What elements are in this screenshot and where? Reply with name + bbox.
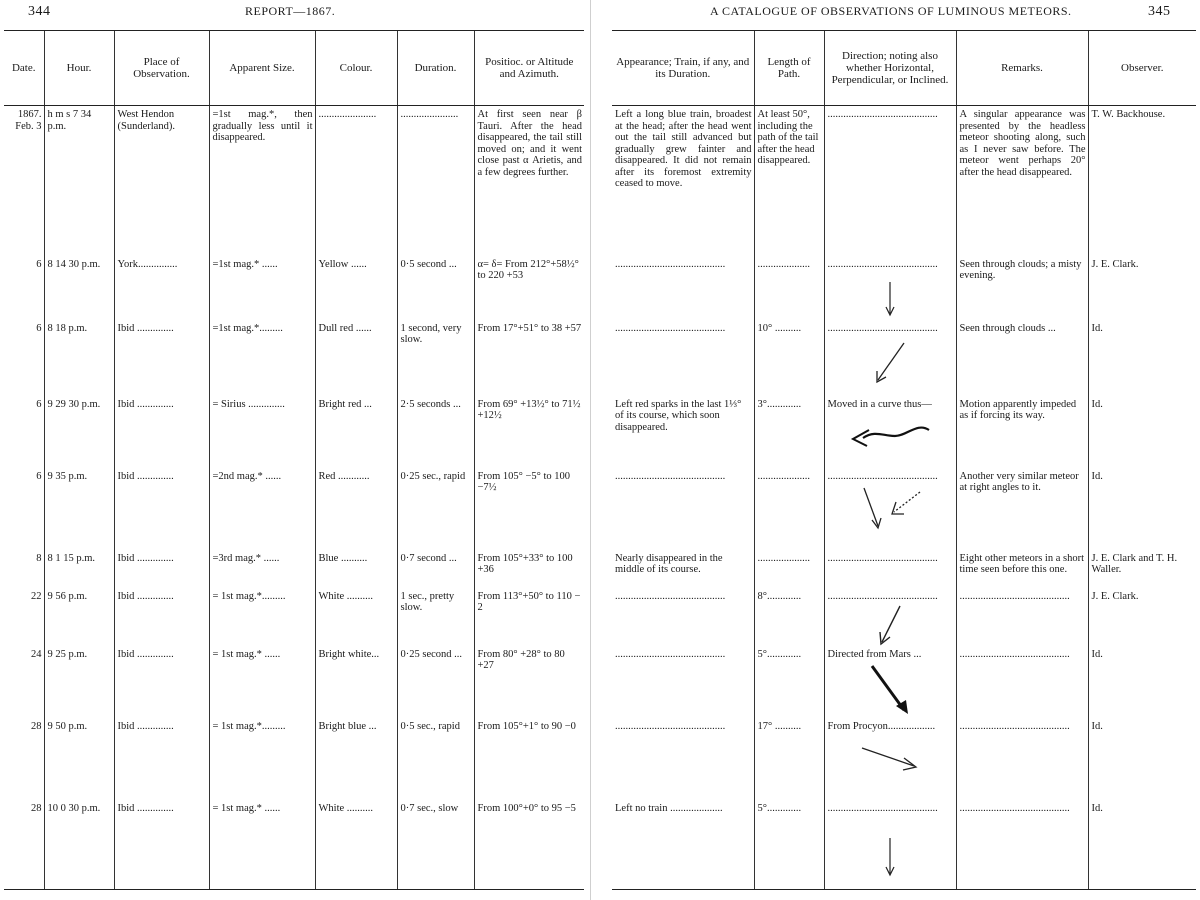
appearance-cell: ..........................................	[615, 648, 726, 660]
table-row	[612, 588, 1196, 646]
hour-cell: 8 14 30 p.m.	[44, 256, 114, 320]
direction-cell: ..........................................	[824, 320, 956, 396]
length-cell: 10° ..........	[754, 320, 824, 396]
colour-cell: Yellow ......	[315, 256, 397, 320]
duration-cell: 1 sec., pretty slow.	[397, 588, 474, 646]
place-cell: Ibid ..............	[114, 320, 209, 396]
colour-cell: Red ............	[315, 468, 397, 550]
size-cell: =2nd mag.* ......	[209, 468, 315, 550]
hour-cell: 8 1 15 p.m.	[44, 550, 114, 588]
table-row	[4, 718, 584, 800]
duration-cell: 0·25 second ...	[397, 646, 474, 718]
place-cell: Ibid ..............	[114, 396, 209, 468]
duration-cell: 0·5 second ...	[397, 256, 474, 320]
direction-cell: Moved in a curve thus—	[824, 396, 956, 468]
left-page	[0, 0, 587, 900]
arrow-down-left-icon	[872, 604, 908, 646]
duration-cell: 0·25 sec., rapid	[397, 468, 474, 550]
table-row	[4, 588, 584, 646]
col-length: Length of Path.	[754, 31, 824, 106]
position-cell: α= δ= From 212°+58½° to 220 +53	[474, 256, 584, 320]
hour-cell: 9 29 30 p.m.	[44, 396, 114, 468]
hour-cell: 9 25 p.m.	[44, 646, 114, 718]
size-cell: =1st mag.* ......	[209, 256, 315, 320]
appearance-cell: Left red sparks in the last 1⅓° of its course, which soon disappeared.	[615, 398, 742, 433]
date-cell: 1867. Feb. 3	[15, 109, 42, 132]
curved-arrow-icon	[845, 422, 935, 454]
colour-cell: White ..........	[315, 588, 397, 646]
right-running-head: A CATALOGUE OF OBSERVATIONS OF LUMINOUS METEORS.	[710, 4, 1072, 18]
appearance-cell: ..........................................	[615, 470, 726, 482]
arrow-down-icon	[880, 836, 900, 878]
appearance-cell: ..........................................	[615, 322, 726, 334]
position-cell: From 17°+51° to 38 +57	[474, 320, 584, 396]
colour-cell: ......................	[315, 106, 397, 256]
position-cell: From 69° +13½° to 71½ +12½	[474, 396, 584, 468]
remarks-cell: Seen through clouds; a misty evening.	[956, 256, 1088, 320]
arrow-down-left-icon	[868, 340, 912, 386]
direction-cell: ..........................................	[824, 106, 956, 256]
table-row	[612, 468, 1196, 550]
length-cell: 3°.............	[754, 396, 824, 468]
length-cell: ....................	[754, 468, 824, 550]
col-appearance: Appearance; Train, if any, and its Duration.	[612, 31, 754, 106]
place-cell: Ibid ..............	[114, 588, 209, 646]
date-cell: 6	[36, 322, 42, 334]
table-row	[612, 256, 1196, 320]
col-date: Date.	[4, 31, 44, 106]
observer-cell: Id.	[1088, 800, 1196, 890]
duration-cell: 0·5 sec., rapid	[397, 718, 474, 800]
table-row	[612, 800, 1196, 890]
col-size: Apparent Size.	[209, 31, 315, 106]
appearance-cell: Nearly disappeared in the middle of its course.	[615, 552, 723, 575]
place-cell: York...............	[114, 256, 209, 320]
observer-cell: J. E. Clark and T. H. Waller.	[1088, 550, 1196, 588]
size-cell: = 1st mag.* ......	[209, 800, 315, 890]
col-duration: Duration.	[397, 31, 474, 106]
two-arrows-icon	[850, 484, 930, 534]
col-hour: Hour.	[44, 31, 114, 106]
length-cell: 17° ..........	[754, 718, 824, 800]
length-cell: 8°.............	[754, 588, 824, 646]
left-page-number: 344	[28, 4, 51, 19]
col-position: Positioc. or Altitude and Azimuth.	[474, 31, 584, 106]
appearance-cell: ..........................................	[615, 590, 726, 602]
table-row	[4, 800, 584, 890]
place-cell: Ibid ..............	[114, 646, 209, 718]
table-row	[4, 320, 584, 396]
direction-cell: ..........................................	[824, 550, 956, 588]
right-header-row	[612, 31, 1196, 106]
col-observer: Observer.	[1088, 31, 1196, 106]
date-cell: 22	[31, 590, 42, 602]
table-row	[612, 646, 1196, 718]
colour-cell: White ..........	[315, 800, 397, 890]
remarks-cell: Eight other meteors in a short time seen before this one.	[956, 550, 1088, 588]
date-cell: 28	[31, 720, 42, 732]
remarks-cell: ..........................................	[956, 646, 1088, 718]
appearance-cell: ..........................................	[615, 720, 726, 732]
page-gutter	[590, 0, 591, 900]
position-cell: From 105° −5° to 100 −7½	[474, 468, 584, 550]
hour-cell: 9 35 p.m.	[44, 468, 114, 550]
arrow-right-icon	[858, 744, 922, 774]
date-cell: 8	[36, 552, 42, 564]
colour-cell: Dull red ......	[315, 320, 397, 396]
right-table	[612, 30, 1196, 890]
place-cell: Ibid ..............	[114, 550, 209, 588]
place-cell: West Hendon (Sunderland).	[114, 106, 209, 256]
direction-cell: ..........................................	[824, 800, 956, 890]
table-row	[4, 106, 584, 256]
col-direction: Direction; noting also whether Horizontal, Perpendicular, or Inclined.	[824, 31, 956, 106]
length-cell: ....................	[754, 256, 824, 320]
direction-cell: ..........................................	[824, 468, 956, 550]
place-cell: Ibid ..............	[114, 718, 209, 800]
appearance-cell: Left a long blue train, broadest at the head; after the head went out the tail still advanced but gradually grew fainter and disappeared. It did not remain after its foremost extremity ceased to move.	[615, 109, 752, 189]
position-cell: From 105°+1° to 90 −0	[474, 718, 584, 800]
hour-cell: 8 18 p.m.	[44, 320, 114, 396]
table-row	[4, 256, 584, 320]
col-colour: Colour.	[315, 31, 397, 106]
remarks-cell: A singular appearance was presented by the headless meteor shooting along, such as I never saw before. The meteor went perhaps 20° after the head disappeared.	[956, 106, 1088, 256]
remarks-cell: ..........................................	[956, 718, 1088, 800]
date-cell: 6	[36, 398, 42, 410]
duration-cell: 0·7 second ...	[397, 550, 474, 588]
observer-cell: Id.	[1088, 396, 1196, 468]
table-row	[612, 550, 1196, 588]
duration-cell: 2·5 seconds ...	[397, 396, 474, 468]
place-cell: Ibid ..............	[114, 800, 209, 890]
length-cell: ....................	[754, 550, 824, 588]
hour-cell: 10 0 30 p.m.	[44, 800, 114, 890]
colour-cell: Bright blue ...	[315, 718, 397, 800]
position-cell: From 100°+0° to 95 −5	[474, 800, 584, 890]
date-cell: 6	[36, 470, 42, 482]
right-page	[600, 0, 1200, 900]
left-running-head: REPORT—1867.	[245, 4, 336, 18]
hour-cell: 9 50 p.m.	[44, 718, 114, 800]
table-row	[4, 646, 584, 718]
duration-cell: 1 second, very slow.	[397, 320, 474, 396]
observer-cell: J. E. Clark.	[1088, 588, 1196, 646]
size-cell: = 1st mag.*.........	[209, 718, 315, 800]
date-cell: 6	[36, 258, 42, 270]
duration-cell: 0·7 sec., slow	[397, 800, 474, 890]
left-header-row	[4, 31, 584, 106]
table-row	[4, 468, 584, 550]
size-cell: = 1st mag.* ......	[209, 646, 315, 718]
size-cell: = 1st mag.*.........	[209, 588, 315, 646]
observer-cell: Id.	[1088, 646, 1196, 718]
table-row	[612, 320, 1196, 396]
direction-cell: ..........................................	[824, 256, 956, 320]
table-row	[4, 396, 584, 468]
place-cell: Ibid ..............	[114, 468, 209, 550]
length-cell: At least 50°, including the path of the tail after the head disappeared.	[754, 106, 824, 256]
colour-cell: Bright red ...	[315, 396, 397, 468]
hour-cell: 9 56 p.m.	[44, 588, 114, 646]
observer-cell: J. E. Clark.	[1088, 256, 1196, 320]
colour-cell: Blue ..........	[315, 550, 397, 588]
size-cell: =3rd mag.* ......	[209, 550, 315, 588]
size-cell: =1st mag.*.........	[209, 320, 315, 396]
right-page-number: 345	[1148, 4, 1171, 19]
length-cell: 5°.............	[754, 800, 824, 890]
table-row	[612, 718, 1196, 800]
remarks-cell: Seen through clouds ...	[956, 320, 1088, 396]
colour-cell: Bright white...	[315, 646, 397, 718]
position-cell: From 105°+33° to 100 +36	[474, 550, 584, 588]
position-cell: From 113°+50° to 110 − 2	[474, 588, 584, 646]
hour-cell: h m s 7 34 p.m.	[44, 106, 114, 256]
table-row	[612, 106, 1196, 256]
remarks-cell: Motion apparently impeded as if forcing its way.	[956, 396, 1088, 468]
size-cell: =1st mag.*, then gradually less until it disappeared.	[209, 106, 315, 256]
position-cell: From 80° +28° to 80 +27	[474, 646, 584, 718]
direction-cell: From Procyon..................	[824, 718, 956, 800]
table-row	[4, 550, 584, 588]
appearance-cell: Left no train ....................	[612, 800, 754, 890]
col-place: Place of Observation.	[114, 31, 209, 106]
date-cell: 28	[4, 800, 44, 890]
remarks-cell: ..........................................	[956, 800, 1088, 890]
direction-cell: ..........................................	[824, 588, 956, 646]
remarks-cell: Another very similar meteor at right angles to it.	[956, 468, 1088, 550]
length-cell: 5°.............	[754, 646, 824, 718]
col-remarks: Remarks.	[956, 31, 1088, 106]
observer-cell: Id.	[1088, 468, 1196, 550]
remarks-cell: ..........................................	[956, 588, 1088, 646]
direction-cell: Directed from Mars ...	[824, 646, 956, 718]
duration-cell: ......................	[397, 106, 474, 256]
left-table	[4, 30, 584, 890]
date-cell: 24	[31, 648, 42, 660]
position-cell: At first seen near β Tauri. After the head disappeared, the tail still moved on; and it went close past α Arietis, and a few degrees further.	[474, 106, 584, 256]
table-row	[612, 396, 1196, 468]
observer-cell: Id.	[1088, 320, 1196, 396]
arrow-down-right-icon	[866, 664, 914, 716]
arrow-down-icon	[880, 280, 900, 318]
size-cell: = Sirius ..............	[209, 396, 315, 468]
observer-cell: Id.	[1088, 718, 1196, 800]
observer-cell: T. W. Backhouse.	[1088, 106, 1196, 256]
appearance-cell: ..........................................	[615, 258, 726, 270]
